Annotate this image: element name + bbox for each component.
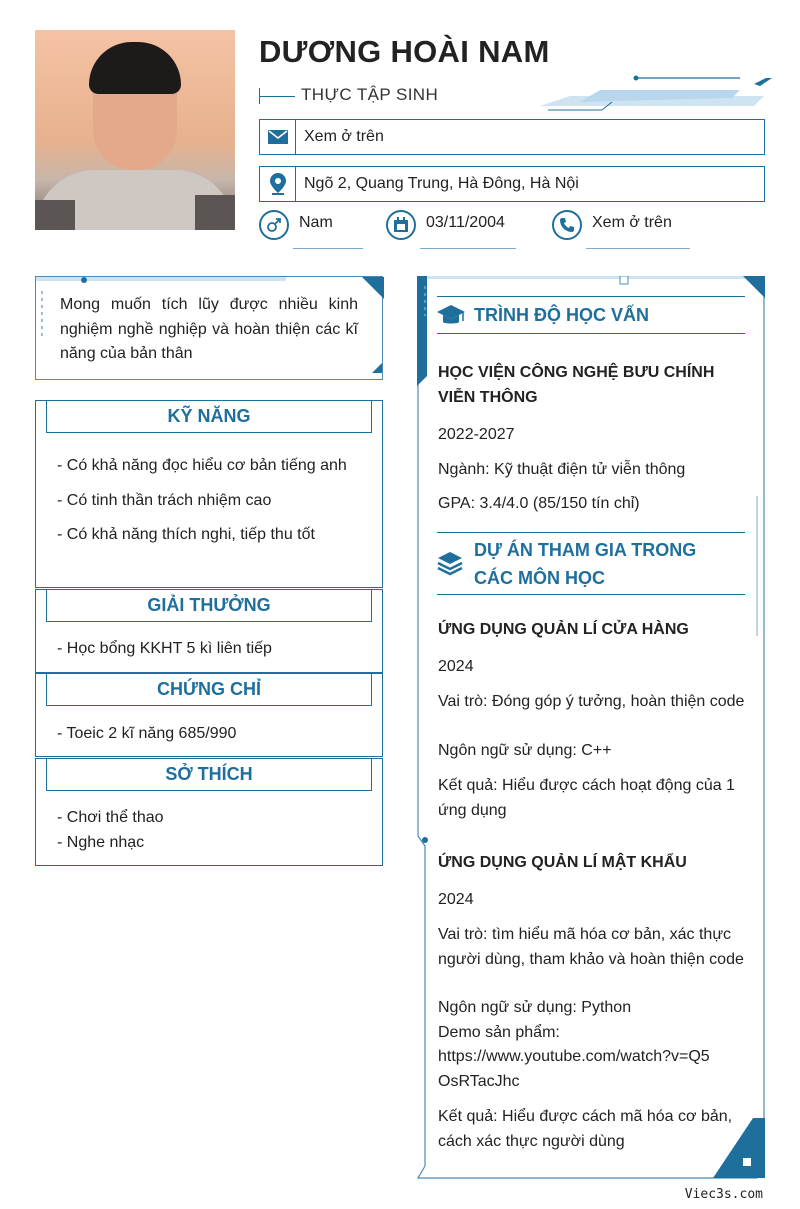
skill-item: - Có khả năng thích nghi, tiếp thu tốt <box>57 526 315 543</box>
gender-item <box>259 210 333 240</box>
objective-text: Mong muốn tích lũy được nhiều kinh nghiệm nghề nghiệp và hoàn thiện các kĩ năng của bản thân <box>60 296 358 362</box>
project-2-language: Ngôn ngữ sử dụng: Python <box>438 999 632 1016</box>
projects-title-bar <box>437 532 745 595</box>
birthday-value: 03/11/2004 <box>426 214 505 231</box>
skills-section <box>35 400 383 588</box>
skill-item: - Có tinh thần trách nhiệm cao <box>57 491 272 509</box>
education-major: Ngành: Kỹ thuật điện tử viễn thông <box>438 461 686 478</box>
location-pin-icon <box>260 167 296 201</box>
hobbies-title: SỞ THÍCH <box>46 758 372 791</box>
certificates-title: CHỨNG CHỈ <box>46 673 372 706</box>
projects-title-line2: CÁC MÔN HỌC <box>474 568 605 588</box>
footer-watermark: Viec3s.com <box>684 1187 763 1202</box>
email-value: Xem ở trên <box>304 128 384 145</box>
birthday-item <box>386 210 505 240</box>
calendar-icon <box>386 210 416 240</box>
hobbies-section <box>35 758 383 866</box>
project-2-demo-label: Demo sản phẩm: <box>438 1024 560 1041</box>
project-1-role: Vai trò: Đóng góp ý tưởng, hoàn thiện code <box>438 693 745 710</box>
birthday-underline <box>420 248 516 249</box>
project-1-result: Kết quả: Hiểu được cách hoạt động của 1 ứng dụng <box>438 777 735 819</box>
project-1-year: 2024 <box>438 658 474 675</box>
address-value: Ngõ 2, Quang Trung, Hà Đông, Hà Nội <box>304 175 579 192</box>
project-2-name: ỨNG DỤNG QUẢN LÍ MẬT KHẨU <box>438 854 687 871</box>
hobby-item: - Chơi thể thao <box>57 809 164 826</box>
project-2-year: 2024 <box>438 891 474 908</box>
gender-underline <box>293 248 363 249</box>
skills-title: KỸ NĂNG <box>46 400 372 433</box>
certificate-item: - Toeic 2 kĩ năng 685/990 <box>57 725 237 742</box>
project-1-name: ỨNG DỤNG QUẢN LÍ CỬA HÀNG <box>438 621 689 638</box>
gender-value: Nam <box>299 214 333 231</box>
address-row <box>259 166 765 202</box>
phone-item <box>552 210 672 240</box>
project-1-language: Ngôn ngữ sử dụng: C++ <box>438 742 612 759</box>
project-2-demo-link[interactable]: https://www.youtube.com/watch?v=Q5OsRTacJhc <box>438 1048 710 1090</box>
role-divider-line <box>259 96 295 97</box>
phone-icon <box>552 210 582 240</box>
project-2-result: Kết quả: Hiểu được cách mã hóa cơ bản, cách xác thực người dùng <box>438 1108 733 1150</box>
hobby-item: - Nghe nhạc <box>57 833 145 851</box>
email-row <box>259 119 765 155</box>
award-item: - Học bổng KKHT 5 kì liên tiếp <box>57 640 272 657</box>
education-title-bar <box>437 296 745 334</box>
gender-icon <box>259 210 289 240</box>
circuit-decoration <box>540 74 772 114</box>
awards-title: GIẢI THƯỞNG <box>46 589 372 622</box>
school-name: HỌC VIỆN CÔNG NGHỆ BƯU CHÍNH VIỄN THÔNG <box>438 364 715 406</box>
graduation-cap-icon <box>437 303 465 329</box>
education-years: 2022-2027 <box>438 426 515 443</box>
phone-underline <box>586 248 690 249</box>
profile-photo <box>35 30 235 230</box>
education-gpa: GPA: 3.4/4.0 (85/150 tín chỉ) <box>438 495 640 512</box>
awards-section <box>35 589 383 673</box>
candidate-name: DƯƠNG HOÀI NAM <box>259 34 550 69</box>
project-2-role: Vai trò: tìm hiểu mã hóa cơ bản, xác thực người dùng, tham khảo và hoàn thiện code <box>438 926 744 968</box>
skill-item: - Có khả năng đọc hiểu cơ bản tiếng anh <box>57 457 347 474</box>
layers-icon <box>437 551 463 577</box>
email-icon <box>260 120 296 154</box>
education-title: TRÌNH ĐỘ HỌC VẤN <box>474 305 649 325</box>
projects-title-line1: DỰ ÁN THAM GIA TRONG <box>474 540 697 560</box>
objective-box <box>35 276 383 380</box>
job-title: THỰC TẬP SINH <box>301 85 439 104</box>
certificates-section <box>35 673 383 757</box>
phone-value: Xem ở trên <box>592 214 672 231</box>
